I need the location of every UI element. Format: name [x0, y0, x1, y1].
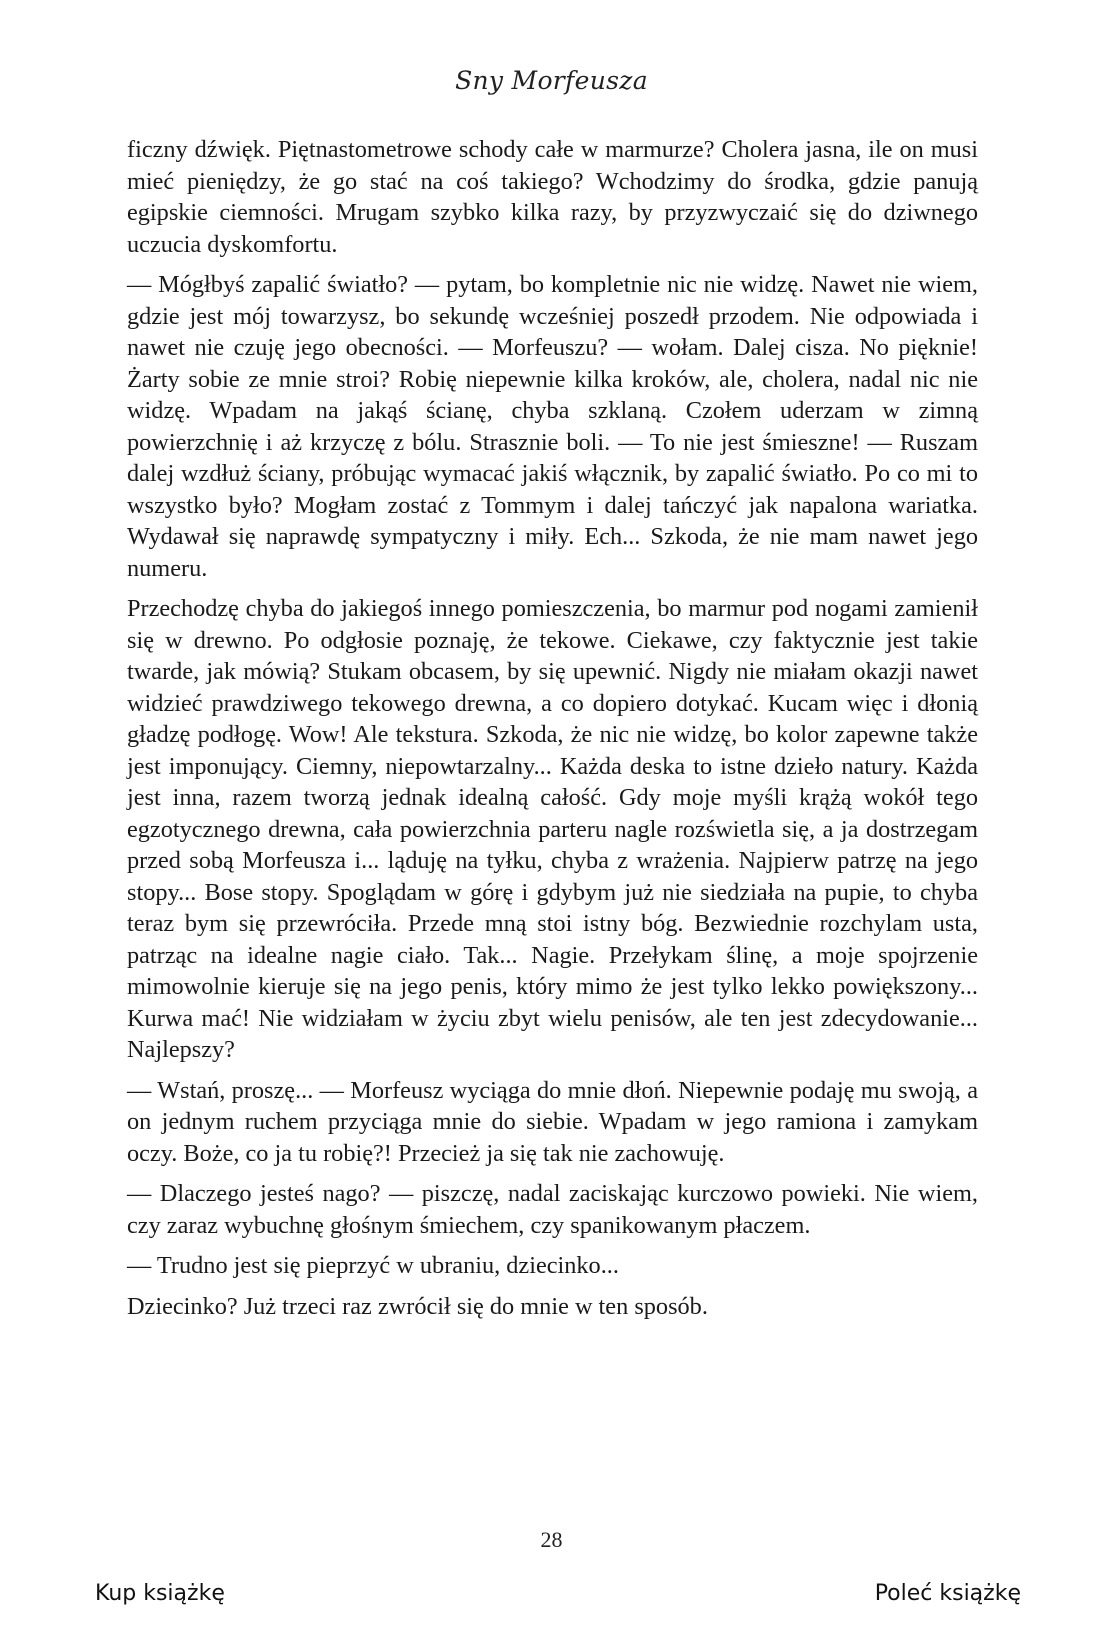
paragraph: Przechodzę chyba do jakiegoś innego pomieszczenia, bo marmur pod nogami zamienił się w drewno. Po odgłosie poznaję, że tekowe. Ciekawe, czy faktycznie jest takie twarde, jak mówią? Stukam obcasem, by się upewnić. Nigdy nie miałam okazji nawet widzieć prawdziwego tekowego drewna, a co dopiero dotykać. Kucam więc i dłonią gładzę podłogę. Wow! Ale tekstura. Szkoda, że nic nie widzę, bo kolor zapewne także jest imponujący. Ciemny, niepowtarzalny... Każda deska to istne dzieło natury. Każda jest inna, razem tworzą jednak idealną całość. Gdy moje myśli krążą wokół tego egzotycznego drewna, cała powierzchnia parteru nagle rozświetla się, a ja dostrzegam przed sobą Morfeusza i... ląduję na tyłku, chyba z wrażenia. Najpierw patrzę na jego stopy... Bose stopy. Spoglądam w górę i gdybym już nie siedziała na pupie, to chyba teraz bym się przewróciła. Przede mną stoi istny bóg. Bezwiednie rozchylam usta, patrząc na idealne nagie ciało. Tak... Nagie. Przełykam ślinę, a moje spojrzenie mimowolnie kieruje się na jego penis, który mimo że jest tylko lekko powiększony... Kurwa mać! Nie widziałam w życiu zbyt wielu penisów, ale ten jest zdecydowanie... Najlepszy?	[127, 595, 978, 1063]
page-number: 28	[540, 1527, 563, 1552]
paragraph: ficzny dźwięk. Piętnastometrowe schody całe w marmurze? Cholera jasna, ile on musi mieć pieniędzy, że go stać na coś takiego? Wchodzimy do środka, gdzie panują egipskie ciemności. Mrugam szybko kilka razy, by przyzwyczaić się do dziwnego uczucia dyskomfortu.	[127, 136, 978, 258]
paragraph: — Dlaczego jesteś nago? — piszczę, nadal zaciskając kurczowo powieki. Nie wiem, czy zaraz wybuchnę głośnym śmiechem, czy spanikowanym płaczem.	[127, 1180, 978, 1239]
recommend-book-link[interactable]: Poleć książkę	[874, 1581, 1021, 1606]
body-text	[127, 134, 978, 1331]
paragraph: — Mógłbyś zapalić światło? — pytam, bo kompletnie nic nie widzę. Nawet nie wiem, gdzie jest mój towarzysz, bo sekundę wcześniej poszedł przodem. Nie odpowiada i nawet nie czuję jego obecności. — Morfeuszu? — wołam. Dalej cisza. No pięknie! Żarty sobie ze mnie stroi? Robię niepewnie kilka kroków, ale, cholera, nadal nic nie widzę. Wpadam na jakąś ścianę, chyba szklaną. Czołem uderzam w zimną powierzchnię i aż krzyczę z bólu. Strasznie boli. — To nie jest śmieszne! — Ruszam dalej wzdłuż ściany, próbując wymacać jakiś włącznik, by zapalić światło. Po co mi to wszystko było? Mogłam zostać z Tommym i dalej tańczyć jak napalona wariatka. Wydawał się naprawdę sympatyczny i miły. Ech... Szkoda, że nie mam nawet jego numeru.	[127, 271, 978, 582]
paragraph: — Wstań, proszę... — Morfeusz wyciąga do mnie dłoń. Niepewnie podaję mu swoją, a on jednym ruchem przyciąga mnie do siebie. Wpadam w jego ramiona i zamykam oczy. Boże, co ja tu robię?! Przecież ja się tak nie zachowuję.	[127, 1076, 978, 1167]
running-header-title: Sny Morfeusza	[455, 66, 648, 95]
paragraph: — Trudno jest się pieprzyć w ubraniu, dziecinko...	[127, 1252, 619, 1279]
paragraph: Dziecinko? Już trzeci raz zwrócił się do mnie w ten sposób.	[127, 1292, 708, 1320]
buy-book-link[interactable]: Kup książkę	[95, 1581, 225, 1606]
